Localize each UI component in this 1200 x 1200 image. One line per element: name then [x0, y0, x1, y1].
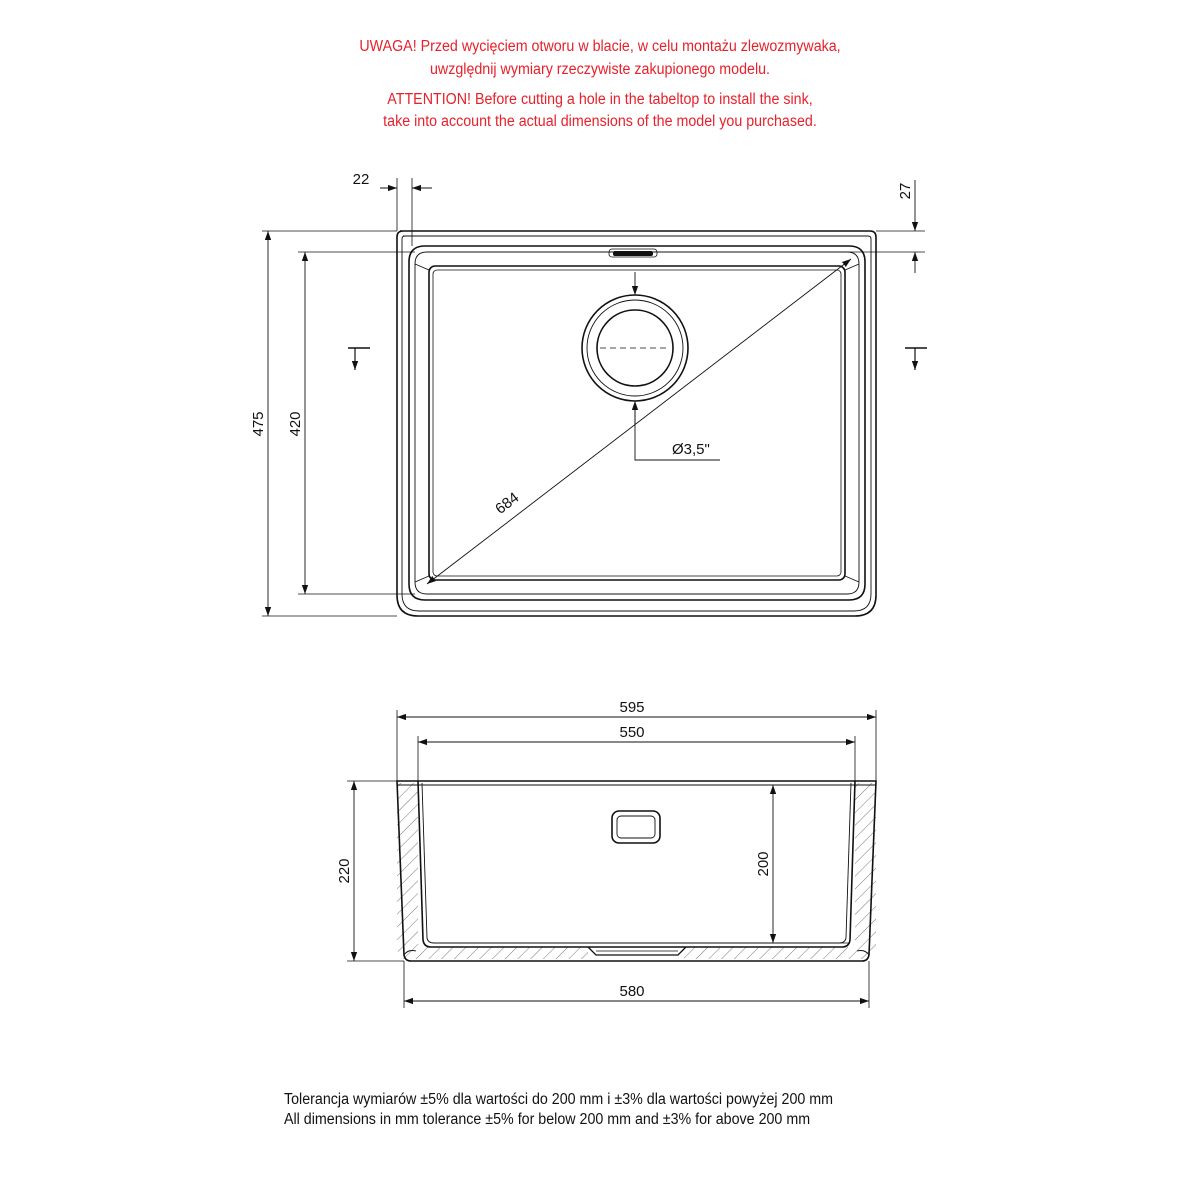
warning-pl-line1: UWAGA! Przed wycięciem otworu w blacie, w celu montażu zlewozmywaka, — [359, 38, 841, 55]
section-bowl — [418, 781, 855, 947]
dim-base-width: 580 — [619, 983, 645, 1000]
tolerance-note-pl: Tolerancja wymiarów ±5% dla wartości do 200 mm i ±3% dla wartości powyżej 200 mm — [284, 1091, 834, 1108]
dim-drain-diameter: Ø3,5" — [672, 441, 710, 458]
section-marker-right — [905, 348, 927, 370]
side-view — [347, 710, 876, 1008]
dim-diagonal: 684 — [492, 489, 523, 518]
section-wall-right — [684, 783, 876, 959]
dim-total-width: 595 — [619, 699, 645, 716]
section-wall-left — [397, 783, 588, 959]
dim-bowl-height: 200 — [755, 851, 772, 877]
dim-inner-width: 550 — [619, 724, 645, 741]
section-outline — [397, 781, 876, 961]
drain — [582, 295, 688, 401]
section-marker-left — [348, 348, 370, 370]
dim-rim-width: 22 — [352, 171, 370, 188]
dim-bowl-depth: 420 — [287, 411, 304, 437]
dim-total-depth: 475 — [250, 411, 267, 437]
dim-rim-offset: 27 — [897, 182, 914, 200]
overflow-slot — [613, 251, 653, 256]
dim-total-height: 220 — [336, 858, 353, 884]
tolerance-note-en: All dimensions in mm tolerance ±5% for below 200 mm and ±3% for above 200 mm — [284, 1111, 811, 1128]
warning-en-line1: ATTENTION! Before cutting a hole in the tabeltop to install the sink, — [387, 91, 813, 108]
top-view — [262, 178, 927, 616]
warning-pl-line2: uwzględnij wymiary rzeczywiste zakupionego modelu. — [429, 61, 770, 78]
diagonal-dim-line — [427, 259, 851, 584]
warning-en-line2: take into account the actual dimensions of the model you purchased. — [383, 113, 817, 130]
